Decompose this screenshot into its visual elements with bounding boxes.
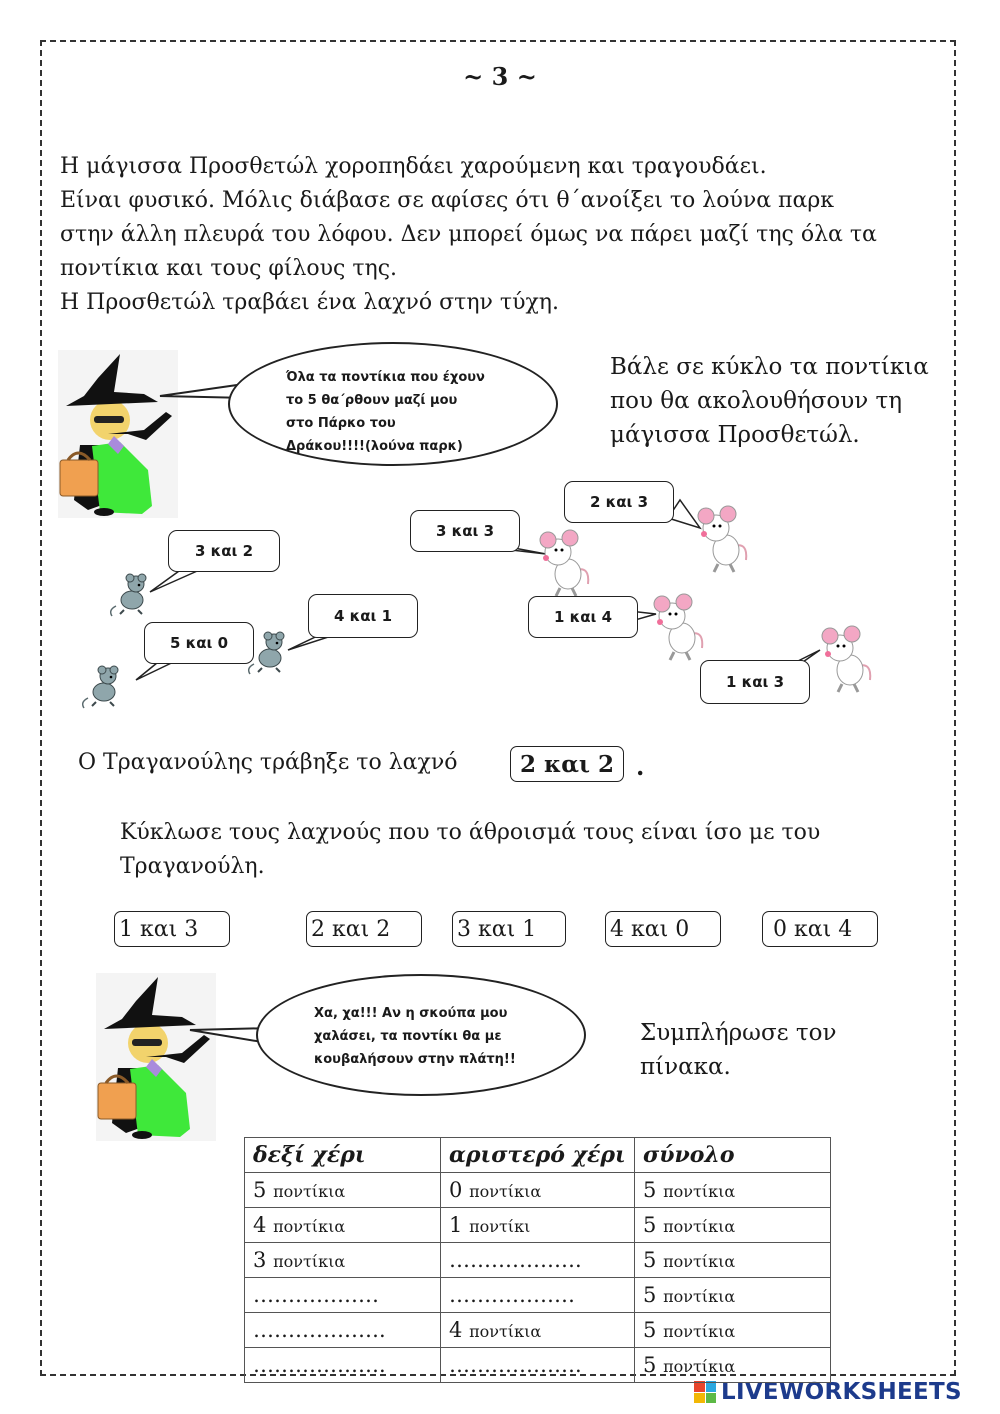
- instruction-line: Βάλε σε κύκλο τα ποντίκια: [610, 354, 929, 380]
- cell-right-hand: [245, 1208, 441, 1243]
- speech-line: χαλάσει, τα ποντίκι θα με: [314, 1029, 502, 1044]
- mouse-bubble-1-4[interactable]: 1 και 4: [528, 596, 638, 638]
- cell-value: ………………: [449, 1283, 575, 1307]
- cell-right-hand: [245, 1173, 441, 1208]
- cell-value: ………………: [253, 1283, 379, 1307]
- liveworksheets-logo-icon: [694, 1381, 716, 1403]
- mouse-bubble-2-3[interactable]: 2 και 3: [564, 481, 674, 523]
- speech-line: Δράκου!!!!(λούνα παρκ): [286, 439, 463, 454]
- mouse-icon: [83, 666, 118, 708]
- period: .: [636, 752, 645, 781]
- cell-unit: ποντίκια: [663, 1357, 736, 1376]
- traganoulis-ticket: 2 και 2: [510, 746, 624, 782]
- ticket-option-4-0[interactable]: 4 και 0: [605, 911, 721, 947]
- instruction-line: πίνακα.: [640, 1054, 731, 1080]
- cell-value: 4: [449, 1318, 463, 1342]
- cell-left-hand[interactable]: [441, 1243, 635, 1278]
- witch-illustration: [96, 973, 216, 1141]
- cell-value: ……………….: [253, 1318, 386, 1342]
- hands-table: [244, 1137, 831, 1383]
- speech-line: Χα, χα!!! Αν η σκούπα μου: [314, 1006, 508, 1021]
- cell-unit: ποντίκια: [663, 1287, 736, 1306]
- cell-value: 5: [253, 1178, 267, 1202]
- cell-right-hand[interactable]: [245, 1348, 441, 1383]
- table-row: [245, 1278, 831, 1313]
- story-line: Είναι φυσικό. Μόλις διάβασε σε αφίσες ότι θ΄ανοίξει το λούνα παρκ: [60, 188, 835, 213]
- traganoulis-sentence: Ο Τραγανούλης τράβηξε το λαχνό: [78, 750, 458, 775]
- mouse-bubble-5-0[interactable]: 5 και 0: [144, 622, 254, 664]
- witch-speech-bubble: [256, 974, 586, 1096]
- cell-value: ……………….: [449, 1248, 582, 1272]
- table-row: [245, 1348, 831, 1383]
- ticket-option-1-3[interactable]: 1 και 3: [114, 911, 230, 947]
- speech-line: Όλα τα ποντίκια που έχουν: [286, 370, 485, 385]
- cell-unit: ποντίκια: [273, 1182, 346, 1201]
- cell-left-hand[interactable]: [441, 1348, 635, 1383]
- header-left-hand: αριστερό χέρι: [441, 1138, 635, 1173]
- table-row: [245, 1313, 831, 1348]
- instruction-line: που θα ακολουθήσουν τη: [610, 388, 903, 414]
- story-line: Η μάγισσα Προσθετώλ χοροπηδάει χαρούμενη και τραγουδάει.: [60, 154, 767, 179]
- cell-total: [635, 1208, 831, 1243]
- story-line: Η Προσθετώλ τραβάει ένα λαχνό στην τύχη.: [60, 290, 559, 315]
- header-right-hand: δεξί χέρι: [245, 1138, 441, 1173]
- cell-value: 5: [643, 1353, 657, 1377]
- cell-unit: ποντίκια: [469, 1182, 542, 1201]
- ticket-option-0-4[interactable]: 0 και 4: [762, 911, 878, 947]
- cell-unit: ποντίκια: [469, 1322, 542, 1341]
- cell-unit: ποντίκια: [273, 1252, 346, 1271]
- cell-value: ……………….: [449, 1353, 582, 1377]
- cell-total: [635, 1173, 831, 1208]
- instruction-circle-mice: [610, 350, 929, 452]
- cell-value: 5: [643, 1178, 657, 1202]
- cell-left-hand: [441, 1173, 635, 1208]
- table-row: [245, 1208, 831, 1243]
- instruction-circle-tickets: [120, 816, 820, 884]
- cell-value: 0: [449, 1178, 463, 1202]
- cell-left-hand[interactable]: [441, 1278, 635, 1313]
- cell-value: ……………….: [253, 1353, 386, 1377]
- mouse-icon: [822, 626, 870, 692]
- speech-line: στο Πάρκο του: [286, 416, 396, 431]
- speech-line: το 5 θα΄ρθουν μαζί μου: [286, 393, 458, 408]
- brand-text: LIVEWORKSHEETS: [721, 1379, 962, 1405]
- cell-value: 5: [643, 1248, 657, 1272]
- story-line: ποντίκια και τους φίλους της.: [60, 256, 398, 281]
- mouse-bubble-3-2[interactable]: 3 και 2: [168, 530, 280, 572]
- mouse-icon: [111, 574, 146, 616]
- instruction-line: Συμπλήρωσε τον: [640, 1020, 837, 1046]
- cell-total: [635, 1243, 831, 1278]
- table-row: [245, 1243, 831, 1278]
- ticket-option-2-2[interactable]: 2 και 2: [306, 911, 422, 947]
- cell-left-hand: [441, 1208, 635, 1243]
- cell-unit: ποντίκια: [273, 1217, 346, 1236]
- cell-unit: ποντίκια: [663, 1252, 736, 1271]
- table-header-row: [245, 1138, 831, 1173]
- ticket-option-3-1[interactable]: 3 και 1: [452, 911, 566, 947]
- instruction-line: Κύκλωσε τους λαχνούς που το άθροισμά τους είναι ίσο με του: [120, 820, 821, 845]
- cell-total: [635, 1313, 831, 1348]
- mouse-icon: [698, 506, 746, 572]
- mouse-bubble-3-3[interactable]: 3 και 3: [410, 510, 520, 552]
- story-line: στην άλλη πλευρά του λόφου. Δεν μπορεί όμως να πάρει μαζί της όλα τα: [60, 222, 877, 247]
- speech-line: κουβαλήσουν στην πλάτη!!: [314, 1052, 516, 1067]
- cell-left-hand: [441, 1313, 635, 1348]
- witch-speech-bubble: [228, 342, 558, 466]
- mouse-bubble-1-3[interactable]: 1 και 3: [700, 660, 810, 704]
- cell-unit: ποντίκια: [663, 1322, 736, 1341]
- cell-right-hand[interactable]: [245, 1313, 441, 1348]
- table-row: [245, 1173, 831, 1208]
- cell-value: 5: [643, 1318, 657, 1342]
- cell-unit: ποντίκια: [663, 1217, 736, 1236]
- mouse-icon: [654, 594, 702, 660]
- instruction-fill-table: [640, 1016, 836, 1084]
- cell-unit: ποντίκια: [663, 1182, 736, 1201]
- cell-total: [635, 1278, 831, 1313]
- cell-unit: ποντίκι: [469, 1217, 531, 1236]
- cell-value: 5: [643, 1213, 657, 1237]
- cell-total: [635, 1348, 831, 1383]
- mouse-bubble-4-1[interactable]: 4 και 1: [308, 594, 418, 638]
- witch-illustration: [58, 350, 178, 518]
- page-number: ~ 3 ~: [463, 62, 537, 91]
- cell-value: 4: [253, 1213, 267, 1237]
- mouse-icon: [540, 530, 588, 596]
- instruction-line: Τραγανούλη.: [120, 854, 265, 879]
- cell-right-hand: [245, 1243, 441, 1278]
- cell-value: 5: [643, 1283, 657, 1307]
- cell-value: 1: [449, 1213, 463, 1237]
- instruction-line: μάγισσα Προσθετώλ.: [610, 422, 860, 448]
- header-total: σύνολο: [635, 1138, 831, 1173]
- cell-value: 3: [253, 1248, 267, 1272]
- cell-right-hand[interactable]: [245, 1278, 441, 1313]
